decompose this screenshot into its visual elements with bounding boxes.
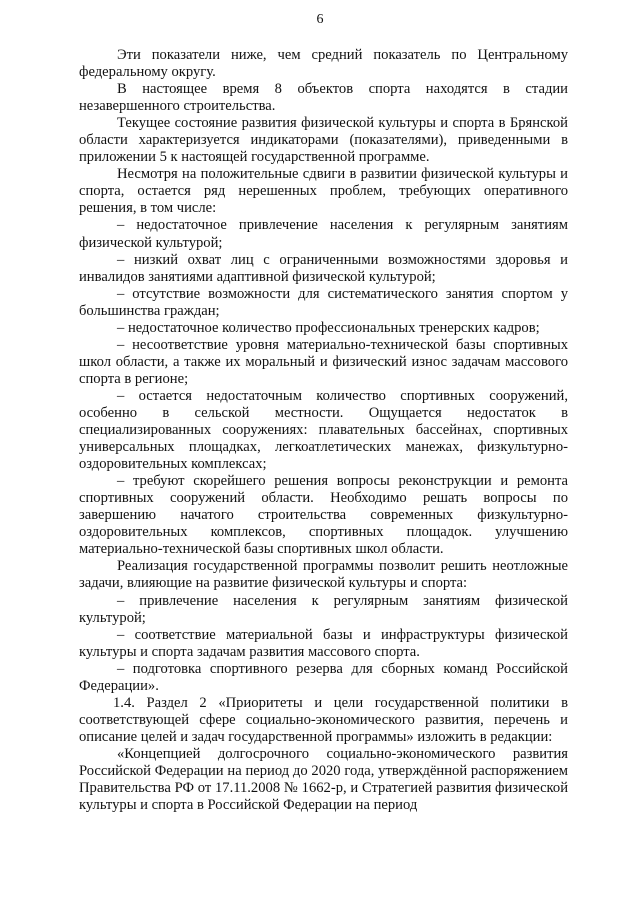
paragraph: В настоящее время 8 объектов спорта находятся в стадии незавершенного строительства.: [79, 81, 568, 115]
list-item: – требуют скорейшего решения вопросы реконструкции и ремонта спортивных сооружений области. Необходимо решать вопросы по завершению начатого строительства современных физкультурно-оздоровительных комплексов, спортивных площадок. улучшению материально-технической базы спортивных школ области.: [79, 473, 568, 558]
paragraph: Несмотря на положительные сдвиги в развитии физической культуры и спорта, остается ряд нерешенных проблем, требующих оперативного решения, в том числе:: [79, 166, 568, 217]
list-item: – низкий охват лиц с ограниченными возможностями здоровья и инвалидов занятиями адаптивной физической культурой;: [79, 251, 568, 285]
list-item: – несоответствие уровня материально-технической базы спортивных школ области, а также их моральный и физический износ задачам массового спорта в регионе;: [79, 336, 568, 387]
list-item: – недостаточное количество профессиональных тренерских кадров;: [117, 319, 540, 336]
paragraph: 1.4. Раздел 2 «Приоритеты и цели государственной политики в соответствующей сфере социально-экономического развития, перечень и описание целей и задач государственной программы» изложить в редакции:: [79, 694, 568, 745]
paragraph: «Концепцией долгосрочного социально-экономического развития Российской Федерации на период до 2020 года, утверждённой распоряжением Правительства РФ от 17.11.2008 № 1662-р, и Стратегией развития физической культуры и спорта в Российской Федерации на период: [79, 745, 568, 814]
list-item: – отсутствие возможности для систематического занятия спортом у большинства граждан;: [79, 285, 568, 319]
body-text: [79, 47, 568, 814]
paragraph: Эти показатели ниже, чем средний показатель по Центральному федеральному округу.: [79, 47, 568, 81]
list-item: – остается недостаточным количество спортивных сооружений, особенно в сельской местности. Ощущается недостаток в специализированных сооружениях: плавательных бассейнах, спортивных универсальных площадках, легкоатлетических манежах, физкультурно-оздоровительных комплексах;: [79, 387, 568, 473]
list-item: – привлечение населения к регулярным занятиям физической культурой;: [79, 592, 568, 626]
paragraph: Реализация государственной программы позволит решить неотложные задачи, влияющие на развитие физической культуры и спорта:: [79, 558, 568, 592]
list-item: – соответствие материальной базы и инфраструктуры физической культуры и спорта задачам развития массового спорта.: [79, 626, 568, 660]
page-number: 6: [316, 12, 324, 27]
list-item: – подготовка спортивного резерва для сборных команд Российской Федерации».: [79, 660, 568, 694]
paragraph: Текущее состояние развития физической культуры и спорта в Брянской области характеризуется индикаторами (показателями), приведенными в приложении 5 к настоящей государственной программе.: [79, 115, 568, 166]
list-item: – недостаточное привлечение населения к регулярным занятиям физической культурой;: [79, 217, 568, 251]
